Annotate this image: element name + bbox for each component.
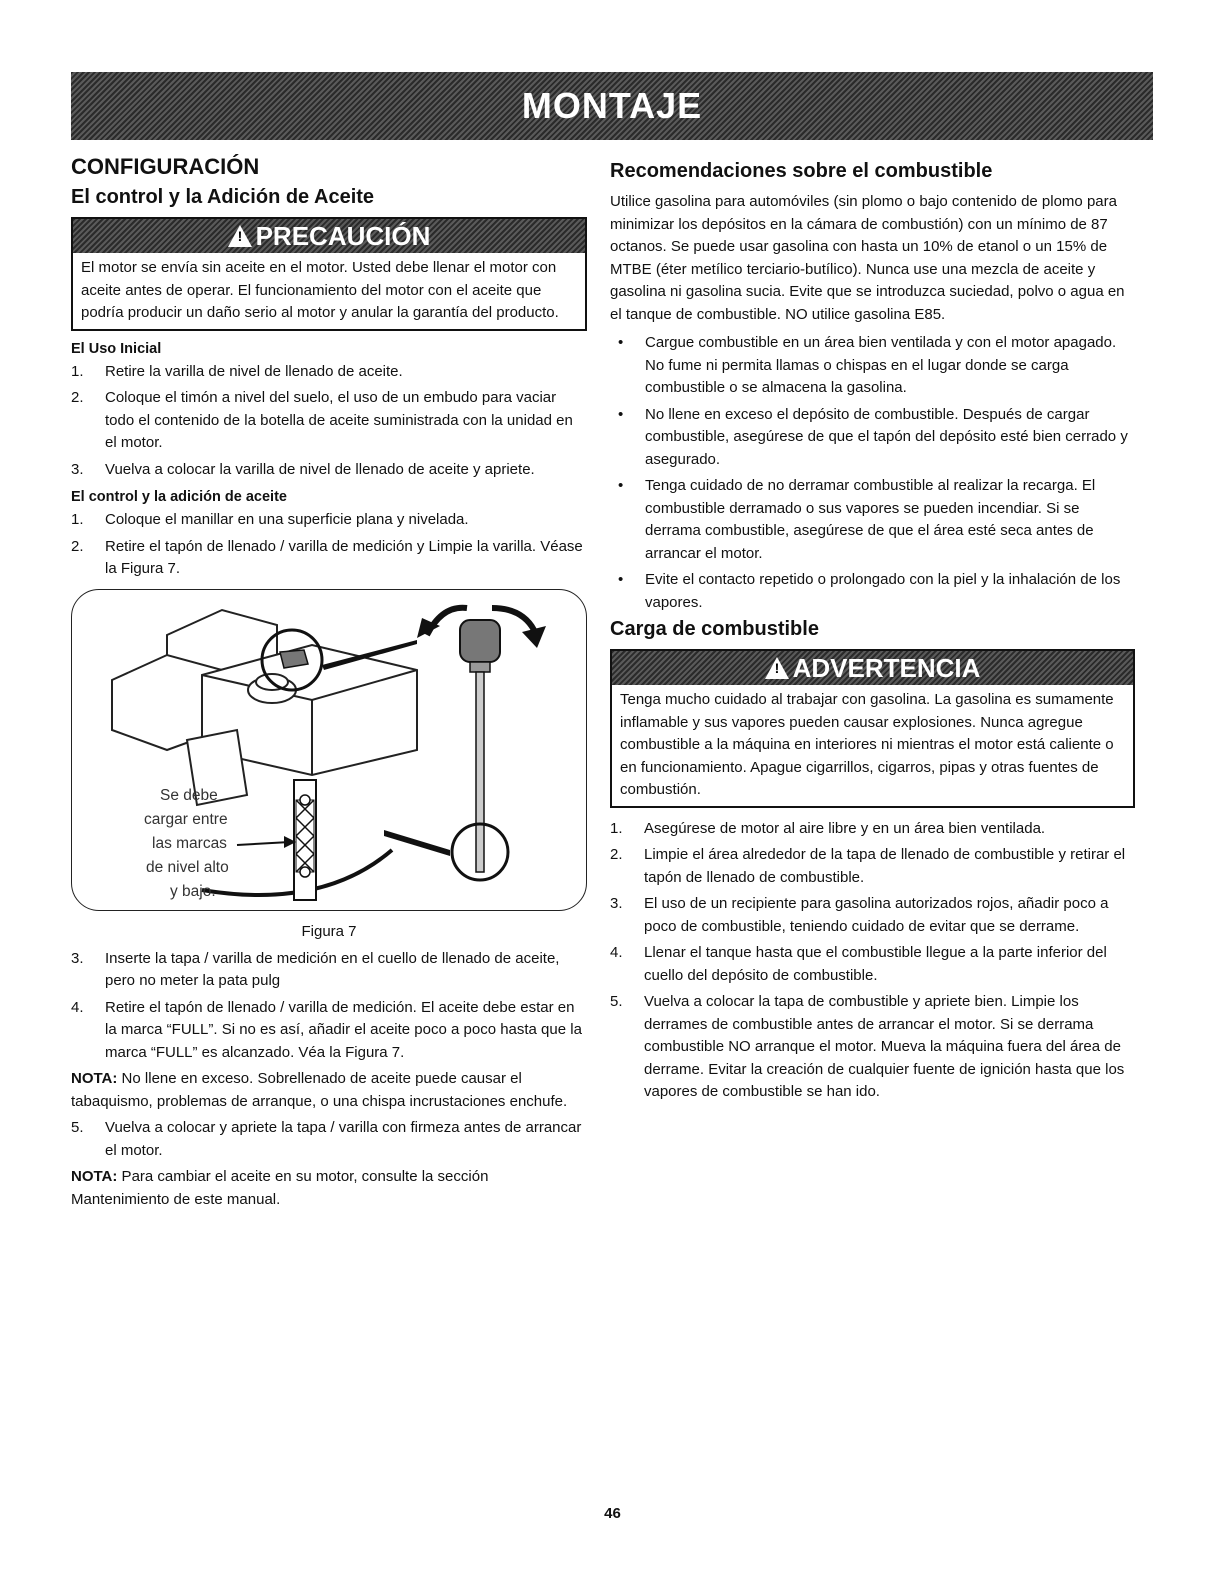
fuel-recommendations-bullets (610, 332, 1135, 614)
step-text: Retire la varilla de nivel de llenado de aceite. (105, 362, 403, 380)
step-text: Coloque el manillar en una superficie plana y nivelada. (105, 511, 469, 528)
list-item (610, 569, 1135, 614)
section-subtitle: El control y la Adición de Aceite (71, 186, 375, 208)
step-text: Retire el tapón de llenado / varilla de medición. El aceite debe estar en la marca “FULL”. Si no es así, añadir el aceite poco a poco hasta que la marca “FULL” es alcanzado. Véa la Figura 7. (105, 998, 582, 1061)
note-overfill (71, 1068, 587, 1113)
figure-caption: Figura 7 (301, 922, 357, 940)
step-text: Vuelva a colocar y apriete la tapa / varilla con firmeza antes de arrancar el motor. (105, 1119, 582, 1159)
section-title: CONFIGURACIÓN (71, 154, 260, 179)
step-number: 2. (71, 537, 84, 555)
fuel-loading-heading: Carga de combustible (610, 618, 819, 640)
right-column (610, 160, 1135, 1108)
step-number: 5. (610, 993, 623, 1010)
step-text: Limpie el área alrededor de la tapa de llenado de combustible y retirar el tapón de llenado de combustible. (644, 846, 1126, 886)
list-item (71, 997, 587, 1065)
step-text: Vuelva a colocar la varilla de nivel de llenado de aceite y apriete. (105, 460, 535, 478)
note-label: NOTA: (71, 1070, 118, 1087)
list-item (610, 332, 1135, 400)
step-number: 4. (610, 944, 623, 961)
figure-label-line: y bajo. (170, 882, 216, 900)
control-aceite-steps-continued (71, 948, 587, 1065)
figure-label-line: de nivel alto (146, 858, 229, 876)
list-item (610, 991, 1135, 1104)
step-number: 3. (610, 895, 623, 912)
caution-box (71, 217, 587, 331)
step-number: 3. (71, 949, 84, 967)
figure-7 (71, 589, 587, 911)
engine-icon (112, 610, 417, 805)
list-item (610, 475, 1135, 565)
list-item (610, 404, 1135, 472)
step-text: Coloque el timón a nivel del suelo, el uso de un embudo para vaciar todo el contenido de la botella de aceite suministrada con la unidad en el motor. (105, 389, 573, 451)
list-item (71, 948, 587, 993)
note-label: NOTA: (71, 1168, 118, 1185)
bullet-text: Tenga cuidado de no derramar combustible al realizar la recarga. El combustible derramado o sus vapores se pueden incendiar. Si se derrama combustible, asegúrese de que el área esté seca antes de arrancar el motor. (645, 477, 1096, 562)
figure-label-line: Se debe (160, 786, 218, 804)
banner-title: MONTAJE (521, 85, 703, 126)
caution-header (73, 219, 585, 253)
caution-text: El motor se envía sin aceite en el motor. Usted debe llenar el motor con aceite antes de operar. El funcionamiento del motor con el aceite que podría producir un daño serio al motor y anular la garantía del producto. (81, 259, 559, 321)
bullet-text: Evite el contacto repetido o prolongado con la piel y la inhalación de los vapores. (645, 571, 1121, 611)
list-item (71, 509, 587, 532)
step-number: 1. (610, 819, 623, 837)
step-number: 4. (71, 998, 84, 1016)
step-text: Asegúrese de motor al aire libre y en un área bien ventilada. (644, 819, 1046, 837)
page-banner (71, 72, 1153, 140)
control-aceite-steps (71, 509, 587, 581)
step-number: 2. (71, 389, 84, 406)
fuel-recommendations-intro: Utilice gasolina para automóviles (sin plomo o bajo contenido de plomo para minimizar los depósitos en la cámara de combustión) con un mínimo de 87 octanos. Se puede usar gasolina con hasta un 10% de etanol o un 15% de MTBE (éter metílico terciario-butílico). Nunca use una mezcla de aceite y gasolina ni gasolina sucia. Evite que se introduzca suciedad, polvo o agua en el tanque de combustible. NO utilice gasolina E85. (610, 193, 1125, 323)
engine-dipstick-illustration (72, 590, 586, 910)
step-text: Vuelva a colocar la tapa de combustible y apriete bien. Limpie los derrames de combustible antes de arrancar el motor. Si se derrama combustible NO arranque el motor. Mueva la máquina fuera del área de derrame. Evitar la creación de cualquier fuente de ignición hasta que los vapores de combustible se han ido. (644, 993, 1125, 1100)
warning-box (610, 649, 1135, 808)
fuel-loading-steps (610, 818, 1135, 1104)
caution-heading: PRECAUCIÓN (255, 220, 431, 251)
list-item (610, 818, 1135, 841)
warning-text: Tenga mucho cuidado al trabajar con gasolina. La gasolina es sumamente inflamable y sus vapores pueden causar explosiones. Nunca agregue combustible a la máquina en interiores ni mientras el motor está caliente o en funcionamiento. Apague cigarrillos, cigarros, pipas y otras fuentes de combustión. (620, 691, 1114, 798)
step-text: Retire el tapón de llenado / varilla de medición y Limpie la varilla. Véase la Figura 7. (105, 537, 583, 577)
warning-triangle-icon (228, 225, 252, 247)
bullet-icon: • (618, 334, 624, 351)
list-item (610, 844, 1135, 889)
warning-heading: ADVERTENCIA (792, 652, 981, 683)
control-aceite-heading: El control y la adición de aceite (71, 489, 287, 505)
warning-triangle-icon (765, 657, 789, 679)
note-text: Para cambiar el aceite en su motor, consulte la sección Mantenimiento de este manual. (71, 1168, 489, 1208)
bullet-icon: • (618, 477, 624, 494)
bullet-icon: • (618, 571, 624, 588)
bullet-icon: • (618, 405, 624, 423)
figure-label-line: las marcas (152, 834, 227, 852)
dipstick-cap-icon (460, 620, 500, 672)
control-aceite-step-5 (71, 1117, 587, 1162)
list-item (71, 1117, 587, 1162)
left-column (71, 154, 587, 1211)
list-item (71, 387, 587, 455)
note-text: No llene en exceso. Sobrellenado de aceite puede causar el tabaquismo, problemas de arranque, o una chispa incrustaciones enchufe. (71, 1070, 568, 1110)
step-text: Llenar el tanque hasta que el combustible llegue a la parte inferior del cuello del depósito de combustible. (644, 944, 1107, 984)
step-text: El uso de un recipiente para gasolina autorizados rojos, añadir poco a poco de combustible, teniendo cuidado de evitar que se derrame. (644, 895, 1109, 935)
warning-glyph: ! (774, 660, 780, 676)
step-number: 5. (71, 1119, 84, 1136)
warning-header (612, 651, 1133, 685)
fuel-recommendations-heading: Recomendaciones sobre el combustible (610, 160, 993, 182)
step-number: 3. (71, 460, 84, 478)
bullet-text: No llene en exceso el depósito de combustible. Después de cargar combustible, asegúrese de que el tapón del depósito esté bien cerrado y asegurado. (645, 405, 1128, 468)
figure-label-line: cargar entre (144, 810, 228, 828)
uso-inicial-heading: El Uso Inicial (71, 340, 162, 357)
dipstick-rod (476, 672, 484, 872)
list-item (71, 361, 587, 384)
uso-inicial-steps (71, 361, 587, 482)
list-item (71, 536, 587, 581)
step-number: 1. (71, 511, 84, 528)
step-number: 2. (610, 846, 623, 863)
bullet-text: Cargue combustible en un área bien ventilada y con el motor apagado. No fume ni permita llamas o chispas en el lugar donde se carga combustible o se almacena la gasolina. (645, 334, 1117, 396)
list-item (610, 942, 1135, 987)
step-number: 1. (71, 362, 84, 380)
warning-glyph: ! (237, 228, 243, 244)
list-item (71, 459, 587, 482)
note-maintenance (71, 1166, 587, 1211)
page-number: 46 (604, 1505, 621, 1522)
list-item (610, 893, 1135, 938)
step-text: Inserte la tapa / varilla de medición en el cuello de llenado de aceite, pero no meter la pata pulg (105, 949, 560, 989)
